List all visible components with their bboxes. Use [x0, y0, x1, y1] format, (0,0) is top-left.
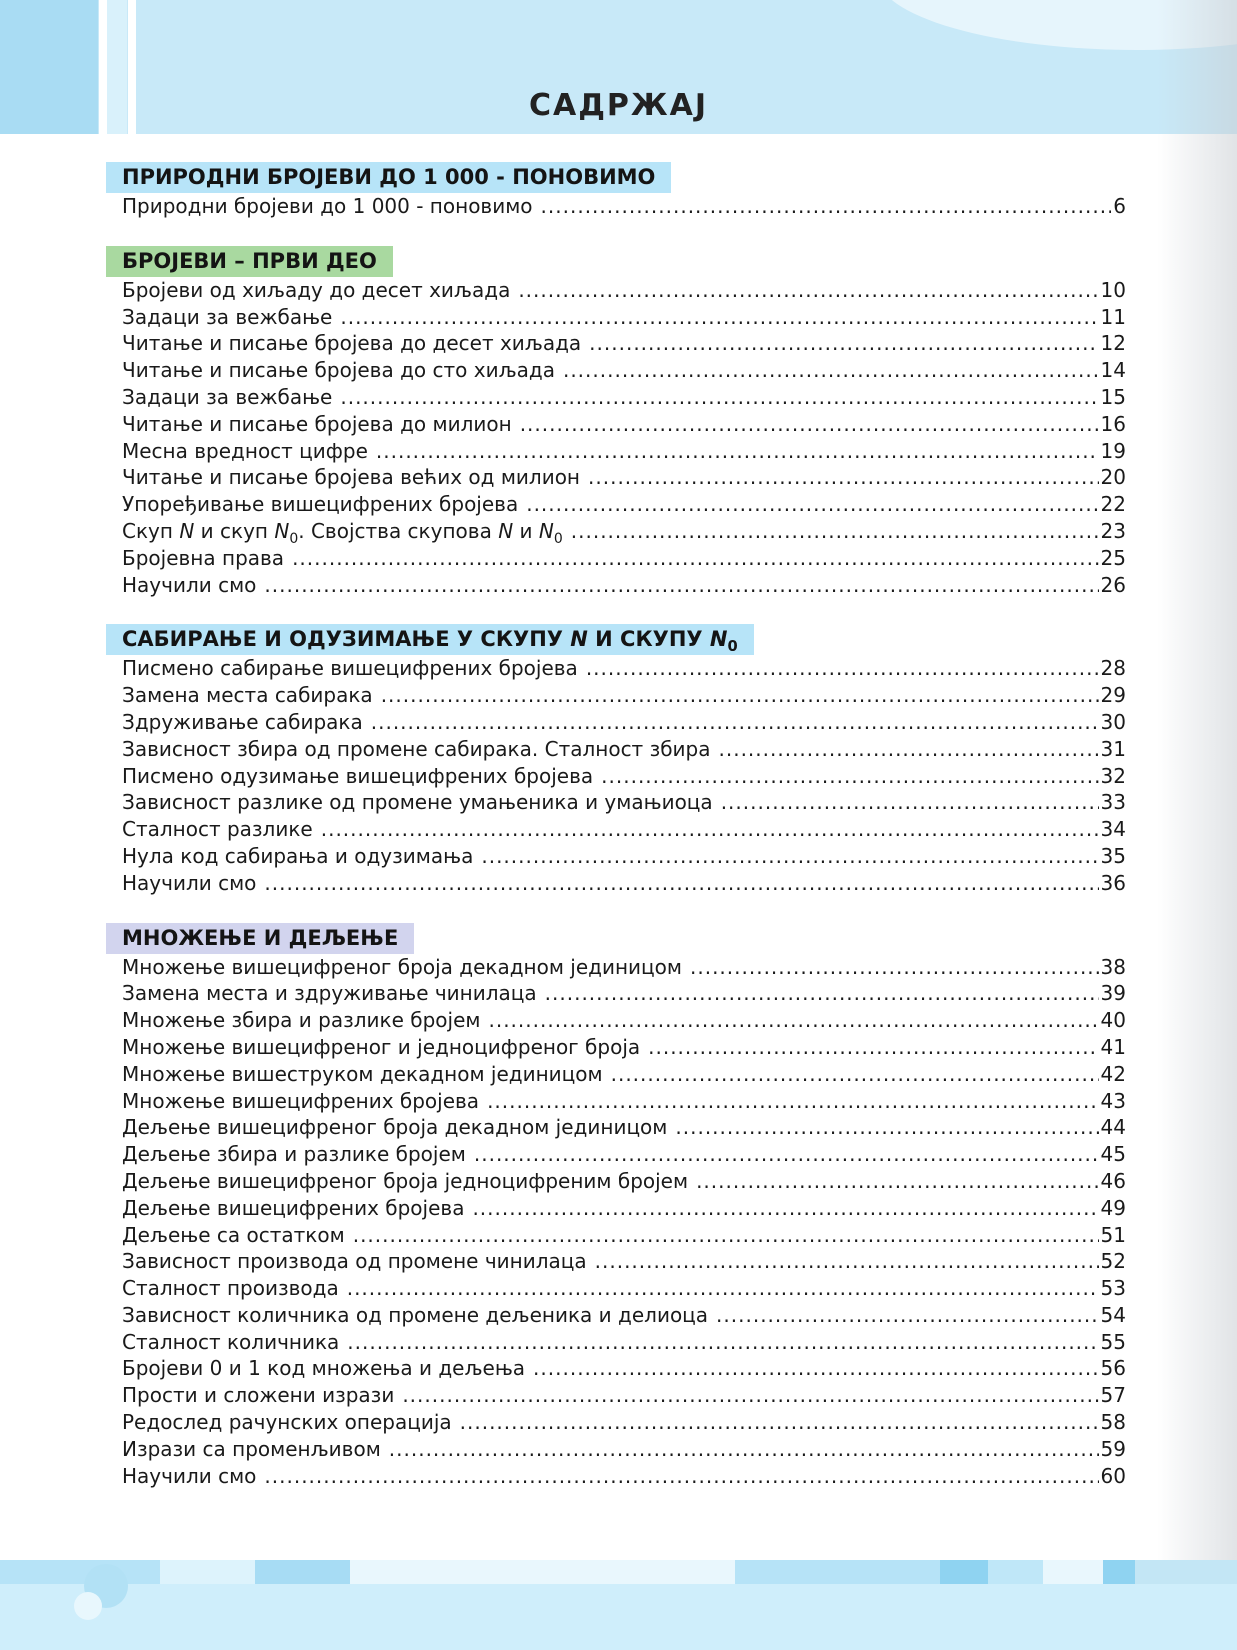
- text-segment: N: [570, 627, 588, 652]
- toc-entry-title: [122, 980, 537, 1007]
- text-segment: 0: [553, 530, 563, 547]
- dot-leader: [340, 384, 1098, 411]
- toc-entry-title: [122, 545, 284, 572]
- text-segment: Писмено одузимање вишецифрених бројева: [122, 763, 594, 788]
- toc-entry[interactable]: [122, 789, 1126, 816]
- toc-entry-title: [122, 304, 332, 331]
- toc-entry[interactable]: [122, 357, 1126, 384]
- toc-entry-page-number: 34: [1100, 817, 1126, 842]
- bottom-stripe: [735, 1560, 940, 1584]
- toc-entry-title: [122, 1463, 256, 1490]
- dot-leader: [589, 330, 1098, 357]
- toc-entry-title: [122, 1302, 708, 1329]
- toc-entry[interactable]: [122, 518, 1126, 545]
- toc-entry-page-number: 33: [1100, 790, 1126, 815]
- toc-entry[interactable]: [122, 870, 1126, 897]
- text-segment: Замена места и здруживање чинилаца: [122, 981, 537, 1006]
- toc-entry-title: [122, 1114, 667, 1141]
- dot-leader: [675, 1114, 1098, 1141]
- section-header: [106, 923, 414, 954]
- toc-entry-title: [122, 193, 533, 220]
- toc-entry[interactable]: [122, 980, 1126, 1007]
- text-segment: И СКУПУ: [587, 627, 710, 652]
- toc-entry-title: [122, 1007, 480, 1034]
- text-segment: N: [498, 518, 514, 543]
- toc-entry-title: [122, 1195, 464, 1222]
- toc-entry-title: [122, 277, 510, 304]
- toc-entry-title: [122, 1248, 587, 1275]
- toc-entry-title: [122, 843, 473, 870]
- section-header: [106, 246, 393, 277]
- toc-entry-title: [122, 411, 512, 438]
- dot-leader: [460, 1409, 1099, 1436]
- toc-entry[interactable]: [122, 193, 1126, 220]
- text-segment: Здруживање сабирака: [122, 709, 363, 734]
- bottom-stripe: [255, 1560, 350, 1584]
- text-segment: Множење вишецифреног и једноцифреног броја: [122, 1034, 641, 1059]
- dot-leader: [541, 193, 1112, 220]
- text-segment: Бројевна права: [122, 545, 285, 570]
- text-segment: Научили смо: [122, 572, 257, 597]
- toc-entry[interactable]: [122, 1409, 1126, 1436]
- text-segment: Упоређивање вишецифрених бројева: [122, 492, 519, 517]
- toc-entry-page-number: 11: [1100, 304, 1126, 329]
- bottom-stripe: [940, 1560, 988, 1584]
- toc-entry-title: [122, 572, 256, 599]
- toc-entry[interactable]: [122, 1355, 1126, 1382]
- text-segment: . Својства скупова: [298, 518, 499, 543]
- page-edge-shadow: [1157, 0, 1237, 1650]
- text-segment: N: [538, 518, 554, 543]
- text-segment: Замена места сабирака: [122, 683, 373, 708]
- toc-entry-title: [122, 1061, 603, 1088]
- dot-leader: [488, 1007, 1098, 1034]
- dot-leader: [690, 954, 1099, 981]
- dot-leader: [264, 870, 1098, 897]
- dot-leader: [571, 518, 1099, 545]
- toc-entry[interactable]: [122, 1061, 1126, 1088]
- toc-entry[interactable]: [122, 304, 1126, 331]
- dot-leader: [601, 763, 1098, 790]
- section-header: [106, 162, 671, 193]
- toc-section: [106, 624, 1126, 896]
- toc-entry-title: [122, 330, 581, 357]
- toc-entry-title: [122, 357, 555, 384]
- dot-leader: [389, 1436, 1099, 1463]
- toc-entry[interactable]: [122, 545, 1126, 572]
- toc-entry[interactable]: [122, 1436, 1126, 1463]
- toc-entry-title: [122, 1382, 394, 1409]
- dot-leader: [518, 277, 1098, 304]
- dot-leader: [264, 1463, 1098, 1490]
- dot-leader: [586, 655, 1099, 682]
- toc-entry[interactable]: [122, 1248, 1126, 1275]
- text-segment: Месна вредност цифре: [122, 438, 368, 463]
- text-segment: N: [709, 627, 728, 652]
- dot-leader: [595, 1248, 1099, 1275]
- toc-entry-page-number: 35: [1100, 843, 1126, 868]
- toc-entry[interactable]: [122, 277, 1126, 304]
- toc-entry-title: [122, 438, 368, 465]
- dot-leader: [611, 1061, 1099, 1088]
- text-segment: и скуп: [194, 518, 275, 543]
- section-items: [106, 193, 1126, 220]
- toc-entry-title: [122, 789, 713, 816]
- toc-entry[interactable]: [122, 411, 1126, 438]
- bottom-stripe: [988, 1560, 1043, 1584]
- toc-entry[interactable]: [122, 384, 1126, 411]
- section-items: [106, 277, 1126, 599]
- section-header: [106, 624, 754, 655]
- text-segment: Читање и писање бројева већих од милион: [122, 465, 581, 490]
- toc-entry-page-number: 15: [1100, 384, 1126, 409]
- toc-entry-page-number: 25: [1100, 545, 1126, 570]
- toc-entry-title: [122, 384, 332, 411]
- toc-entry-page-number: 23: [1100, 518, 1126, 543]
- toc-entry-page-number: 54: [1100, 1302, 1126, 1327]
- toc-entry-page-number: 43: [1100, 1088, 1126, 1113]
- section-items: [106, 655, 1126, 896]
- text-segment: и: [513, 518, 539, 543]
- toc-entry[interactable]: [122, 1114, 1126, 1141]
- text-segment: Природни бројеви до 1 000 - поновимо: [122, 194, 533, 218]
- text-segment: Зависност производа од промене чинилаца: [122, 1249, 587, 1274]
- dot-leader: [696, 1168, 1098, 1195]
- text-segment: Зависност количника од промене дељеника и делиоца: [122, 1302, 709, 1327]
- toc-entry-title: [122, 1168, 688, 1195]
- text-segment: Сталност разлике: [122, 817, 313, 842]
- toc-entry[interactable]: [122, 464, 1126, 491]
- toc-entry-page-number: 55: [1100, 1329, 1126, 1354]
- bottom-circle-decoration: [74, 1592, 102, 1620]
- toc-entry[interactable]: [122, 1275, 1126, 1302]
- toc-entry-page-number: 19: [1100, 438, 1126, 463]
- toc-entry-title: [122, 1275, 339, 1302]
- page-title: САДРЖАЈ: [528, 88, 709, 123]
- text-segment: Изрази са променљивом: [122, 1436, 381, 1461]
- toc-entry-page-number: 29: [1100, 683, 1126, 708]
- toc-entry-page-number: 46: [1100, 1168, 1126, 1193]
- dot-leader: [381, 682, 1099, 709]
- dot-leader: [716, 1302, 1099, 1329]
- toc-entry-title: [122, 954, 682, 981]
- text-segment: САБИРАЊЕ И ОДУЗИМАЊЕ У СКУПУ: [122, 627, 571, 652]
- dot-leader: [402, 1382, 1098, 1409]
- text-segment: Прости и сложени изрази: [122, 1383, 395, 1408]
- toc-entry-title: [122, 816, 313, 843]
- text-segment: Дељење вишецифрених бројева: [122, 1195, 465, 1220]
- text-segment: Научили смо: [122, 1463, 257, 1488]
- bottom-stripe: [1103, 1560, 1135, 1584]
- toc-entry-title: [122, 763, 593, 790]
- dot-leader: [533, 1355, 1099, 1382]
- toc-entry[interactable]: [122, 1463, 1126, 1490]
- toc-entry-page-number: 14: [1100, 358, 1126, 383]
- toc-entry-page-number: 41: [1100, 1034, 1126, 1059]
- toc-entry[interactable]: [122, 1168, 1126, 1195]
- toc-entry-title: [122, 655, 578, 682]
- dot-leader: [376, 438, 1099, 465]
- text-segment: Читање и писање бројева до милион: [122, 411, 512, 436]
- dot-leader: [487, 1088, 1098, 1115]
- text-segment: Нула код сабирања и одузимања: [122, 843, 474, 868]
- toc-entry-page-number: 59: [1100, 1436, 1126, 1461]
- toc-entry[interactable]: [122, 330, 1126, 357]
- text-segment: Писмено сабирање вишецифрених бројева: [122, 656, 578, 681]
- toc-section: [106, 162, 1126, 220]
- toc-entry[interactable]: [122, 655, 1126, 682]
- toc-entry[interactable]: [122, 1195, 1126, 1222]
- bottom-stripe: [350, 1560, 735, 1584]
- text-segment: Сталност производа: [122, 1276, 339, 1301]
- toc-section: [106, 246, 1126, 599]
- toc-entry-title: [122, 1088, 479, 1115]
- text-segment: ПРИРОДНИ БРОЈЕВИ ДО 1 000 - ПОНОВИМО: [122, 165, 656, 189]
- toc-entry-page-number: 16: [1100, 411, 1126, 436]
- dot-leader: [340, 304, 1098, 331]
- text-segment: Бројеви 0 и 1 код множења и дељења: [122, 1356, 526, 1381]
- toc-entry-page-number: 58: [1100, 1410, 1126, 1435]
- text-segment: N: [179, 518, 195, 543]
- toc-entry-title: [122, 870, 256, 897]
- dot-leader: [472, 1195, 1098, 1222]
- toc-entry-title: [122, 1409, 452, 1436]
- toc-entry-page-number: 31: [1100, 736, 1126, 761]
- dot-leader: [588, 464, 1099, 491]
- text-segment: Зависност разлике од промене умањеника и умањиоца: [122, 790, 713, 815]
- toc-entry[interactable]: [122, 763, 1126, 790]
- toc-entry-title: [122, 1355, 525, 1382]
- text-segment: БРОЈЕВИ – ПРВИ ДЕО: [122, 248, 377, 273]
- text-segment: Дељење збира и разлике бројем: [122, 1142, 466, 1167]
- bottom-stripe: [160, 1560, 255, 1584]
- toc-entry[interactable]: [122, 1302, 1126, 1329]
- toc-entry-title: [122, 682, 373, 709]
- text-segment: Научили смо: [122, 870, 257, 895]
- toc-entry[interactable]: [122, 1382, 1126, 1409]
- toc-entry[interactable]: [122, 1222, 1126, 1249]
- toc-entry-page-number: 42: [1100, 1061, 1126, 1086]
- dot-leader: [648, 1034, 1098, 1061]
- text-segment: Дељење вишецифреног броја декадном јединицом: [122, 1115, 668, 1140]
- text-segment: Множење вишеструком декадном јединицом: [122, 1061, 603, 1086]
- toc-entry[interactable]: [122, 438, 1126, 465]
- toc-entry[interactable]: [122, 1034, 1126, 1061]
- text-segment: 0: [289, 530, 299, 547]
- toc-entry-page-number: 20: [1100, 465, 1126, 490]
- toc-entry[interactable]: [122, 682, 1126, 709]
- dot-leader: [292, 545, 1098, 572]
- text-segment: Множење збира и разлике бројем: [122, 1008, 481, 1033]
- bottom-stripe: [1135, 1560, 1237, 1584]
- bottom-stripe: [1043, 1560, 1103, 1584]
- toc-entry-page-number: 44: [1100, 1115, 1126, 1140]
- toc-entry-page-number: 26: [1100, 572, 1126, 597]
- toc-entry[interactable]: [122, 736, 1126, 763]
- toc-entry-title: [122, 709, 363, 736]
- toc-entry-title: [122, 736, 711, 763]
- dot-leader: [353, 1222, 1099, 1249]
- text-segment: Задаци за вежбање: [122, 304, 333, 329]
- section-items: [106, 954, 1126, 1490]
- text-segment: Задаци за вежбање: [122, 384, 333, 409]
- text-segment: Читање и писање бројева до сто хиљада: [122, 358, 555, 383]
- dot-leader: [347, 1275, 1099, 1302]
- toc-entry[interactable]: [122, 709, 1126, 736]
- toc-entry-page-number: 49: [1100, 1195, 1126, 1220]
- dot-leader: [347, 1329, 1098, 1356]
- toc-entry[interactable]: [122, 1329, 1126, 1356]
- dot-leader: [474, 1141, 1099, 1168]
- toc-entry-page-number: 51: [1100, 1222, 1126, 1247]
- dot-leader: [520, 411, 1099, 438]
- toc-entry-page-number: 32: [1100, 763, 1126, 788]
- text-segment: Бројеви од хиљаду до десет хиљада: [122, 277, 511, 302]
- toc-entry[interactable]: [122, 954, 1126, 981]
- toc-entry[interactable]: [122, 572, 1126, 599]
- toc-entry-title: [122, 1034, 640, 1061]
- toc-entry-page-number: 57: [1100, 1383, 1126, 1408]
- text-segment: Читање и писање бројева до десет хиљада: [122, 331, 582, 356]
- dot-leader: [526, 491, 1098, 518]
- toc-entry-page-number: 39: [1100, 981, 1126, 1006]
- dot-leader: [321, 816, 1099, 843]
- toc-entry-page-number: 28: [1100, 656, 1126, 681]
- toc-entry-page-number: 10: [1100, 277, 1126, 302]
- bottom-stripe: [0, 1560, 160, 1584]
- toc-entry-page-number: 60: [1100, 1463, 1126, 1488]
- toc-entry-page-number: 6: [1113, 194, 1126, 218]
- toc-entry-page-number: 56: [1100, 1356, 1126, 1381]
- toc-entry[interactable]: [122, 1141, 1126, 1168]
- text-segment: Дељење вишецифреног броја једноцифреним бројем: [122, 1168, 689, 1193]
- toc-entry-title: [122, 1222, 345, 1249]
- toc-entry-title: [122, 491, 518, 518]
- toc-entry-page-number: 53: [1100, 1276, 1126, 1301]
- bottom-decorative-band: [0, 1560, 1237, 1650]
- dot-leader: [721, 789, 1099, 816]
- toc-entry-page-number: 38: [1100, 954, 1126, 979]
- toc-entry[interactable]: [122, 1088, 1126, 1115]
- text-segment: N: [274, 518, 290, 543]
- toc-entry[interactable]: [122, 843, 1126, 870]
- text-segment: МНОЖЕЊЕ И ДЕЉЕЊЕ: [122, 925, 399, 950]
- text-segment: Множење вишецифрених бројева: [122, 1088, 480, 1113]
- dot-leader: [264, 572, 1098, 599]
- toc-entry-page-number: 45: [1100, 1142, 1126, 1167]
- toc-entry[interactable]: [122, 491, 1126, 518]
- text-segment: 0: [727, 638, 738, 656]
- text-segment: Сталност количника: [122, 1329, 340, 1354]
- text-segment: Множење вишецифреног броја декадном јединицом: [122, 954, 682, 979]
- toc-entry-title: [122, 1329, 339, 1356]
- text-segment: Редослед рачунских операција: [122, 1410, 452, 1435]
- dot-leader: [545, 980, 1099, 1007]
- toc-entry-title: [122, 464, 580, 491]
- toc-entry-page-number: 12: [1100, 331, 1126, 356]
- toc-entry-title: [122, 1436, 381, 1463]
- text-segment: Зависност збира од промене сабирака. Сталност збира: [122, 736, 711, 761]
- dot-leader: [719, 736, 1099, 763]
- toc-entry[interactable]: [122, 816, 1126, 843]
- toc-entry-page-number: 22: [1100, 492, 1126, 517]
- toc-entry-page-number: 36: [1100, 870, 1126, 895]
- text-segment: Скуп: [122, 518, 180, 543]
- toc-entry-page-number: 52: [1100, 1249, 1126, 1274]
- toc-entry-page-number: 40: [1100, 1008, 1126, 1033]
- toc-entry[interactable]: [122, 1007, 1126, 1034]
- text-segment: Дељење са остатком: [122, 1222, 345, 1247]
- dot-leader: [481, 843, 1098, 870]
- dot-leader: [371, 709, 1099, 736]
- toc-section: [106, 923, 1126, 1490]
- toc-entry-title: [122, 1141, 466, 1168]
- table-of-contents: [106, 162, 1126, 1515]
- dot-leader: [563, 357, 1099, 384]
- toc-entry-page-number: 30: [1100, 709, 1126, 734]
